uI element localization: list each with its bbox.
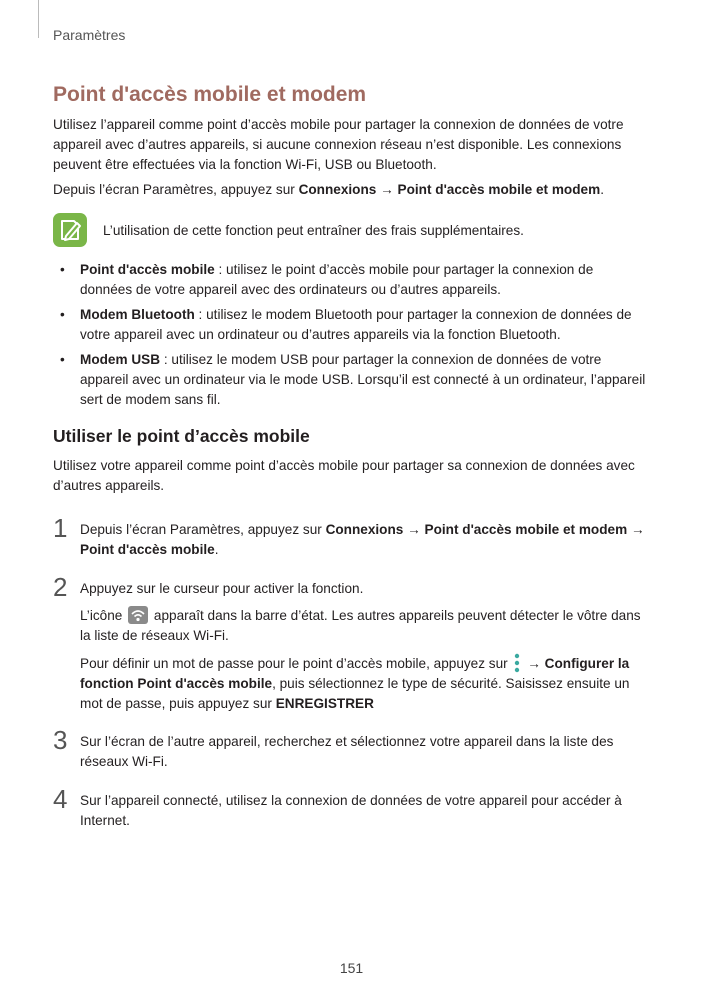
step-text: Appuyez sur le curseur pour activer la fonction. [80, 581, 364, 596]
path-suffix: . [600, 182, 604, 197]
step-text-prefix: Depuis l’écran Paramètres, appuyez sur [80, 522, 326, 537]
bullet: • [60, 352, 65, 367]
icon-para-before: L’icône [80, 608, 127, 623]
note-box [53, 213, 649, 247]
pw-before: Pour définir un mot de passe pour le point d’accès mobile, appuyez sur [80, 656, 512, 671]
subsection-title: Utiliser le point d’accès mobile [53, 426, 310, 446]
step-3 [53, 725, 649, 772]
step-2 [53, 572, 649, 714]
subsection-intro: Utilisez votre appareil comme point d’accès mobile pour partager sa connexion de données avec d’autres appareils. [53, 458, 635, 493]
section-title: Point d'accès mobile et modem [53, 83, 367, 106]
step-number: 3 [53, 725, 68, 755]
hotspot-status-icon [128, 606, 148, 624]
step-text: Sur l’écran de l’autre appareil, recherchez et sélectionnez votre appareil dans la liste des réseaux Wi-Fi. [80, 734, 614, 769]
feature-list [53, 260, 649, 410]
path-arrow: → [376, 182, 398, 197]
step-item-connexions: Connexions [325, 522, 404, 537]
step-icon-paragraph [80, 606, 649, 646]
section-intro: Utilisez l’appareil comme point d’accès mobile pour partager la connexion de données de votre appareil avec d’autres appareils, si aucune connexion réseau n’est disponible. Les connexions peuvent être effectuées via la fonction Wi-Fi, USB ou Bluetooth. [53, 117, 624, 172]
step-text [80, 520, 649, 560]
step-4 [53, 784, 649, 831]
path-item-connexions: Connexions [298, 182, 377, 197]
list-item [53, 305, 649, 345]
pw-item-save: ENREGISTRER [275, 696, 374, 711]
page-content [53, 83, 649, 838]
corner-rule [38, 0, 39, 38]
path-item-hotspot: Point d'accès mobile et modem [397, 182, 601, 197]
step-item-hotspot: Point d'accès mobile [80, 542, 215, 557]
feature-term: Modem USB [80, 352, 161, 367]
step-item-hotspot-modem: Point d'accès mobile et modem [424, 522, 628, 537]
list-item [53, 350, 649, 410]
step-number: 2 [53, 572, 68, 602]
pw-middle: , puis sélectionnez le type de sécurité. Saisissez ensuite un mot de passe, puis appuyez sur [80, 676, 630, 711]
feature-term: Point d'accès mobile [80, 262, 215, 277]
path-prefix: Depuis l’écran Paramètres, appuyez sur [53, 182, 299, 197]
step-number: 1 [53, 513, 68, 543]
step-1 [53, 513, 649, 560]
page-number: 151 [339, 960, 364, 976]
icon-para-after: apparaît dans la barre d’état. Les autres appareils peuvent détecter le vôtre dans la liste de réseaux Wi-Fi. [80, 608, 641, 643]
pw-arrow: → [523, 656, 545, 671]
feature-desc: : utilisez le point d’accès mobile pour partager la connexion de données de votre appareil avec des ordinateurs ou d’autres appareils. [80, 262, 594, 297]
feature-term: Modem Bluetooth [80, 307, 195, 322]
step-arrow: → [627, 522, 645, 537]
step-password-paragraph [80, 653, 649, 714]
more-options-icon [513, 653, 521, 673]
running-header: Paramètres [53, 27, 126, 43]
pw-item-configure: Configurer la fonction Point d'accès mobile [80, 656, 630, 691]
step-text: Sur l’appareil connecté, utilisez la connexion de données de votre appareil pour accéder à Internet. [80, 793, 622, 828]
list-item [53, 260, 649, 300]
note-pencil-icon [53, 213, 87, 247]
bullet: • [60, 307, 65, 322]
bullet: • [60, 262, 65, 277]
note-text: L’utilisation de cette fonction peut entraîner des frais supplémentaires. [103, 222, 524, 238]
feature-desc: : utilisez le modem Bluetooth pour partager la connexion de données de votre appareil avec un ordinateur ou d’autres appareils via la fonction Bluetooth. [80, 307, 632, 342]
step-number: 4 [53, 784, 68, 814]
feature-desc: : utilisez le modem USB pour partager la connexion de données de votre appareil avec un ordinateur via le mode USB. Lorsqu’il est connecté à un ordinateur, l’appareil sert de modem sans fil. [80, 352, 646, 407]
settings-path [53, 180, 649, 200]
step-arrow: → [403, 522, 425, 537]
step-suffix: . [214, 542, 219, 557]
